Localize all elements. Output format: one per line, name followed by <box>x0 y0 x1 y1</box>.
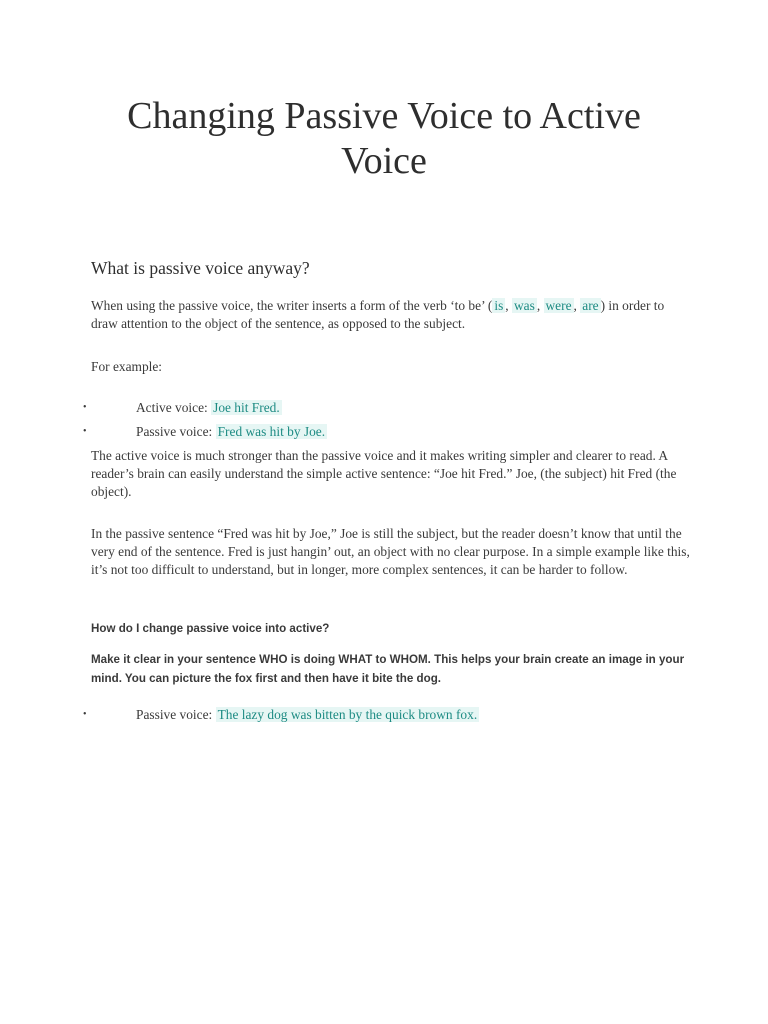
verb-separator: , <box>573 298 581 313</box>
section-heading-change-voice: How do I change passive voice into active? <box>91 622 330 635</box>
section-heading-passive-voice: What is passive voice anyway? <box>91 258 310 278</box>
list-item-text <box>136 705 479 725</box>
example-label: Passive voice: <box>136 424 216 439</box>
bullet-icon: • <box>83 426 87 437</box>
document-title: Changing Passive Voice to Active Voice <box>127 95 641 182</box>
intro-text-before: When using the passive voice, the writer inserts a form of the verb ‘to be’ ( <box>91 298 493 313</box>
list-item-active-voice <box>83 398 703 418</box>
list-item-passive-voice <box>83 422 703 442</box>
list-item-text <box>136 422 327 442</box>
passive-sentence-paragraph: In the passive sentence “Fred was hit by Joe,” Joe is still the subject, but the reader doesn’t know that until the very end of the sentence. Fred is just hangin’ out, an object with no clear purpose. In a simple example like this, it’s not too difficult to understand, but in longer, more complex sentences, it can be harder to follow. <box>91 526 690 577</box>
example-sentence: Joe hit Fred. <box>213 400 280 415</box>
intro-text-after: ) in order to draw attention to the object of the sentence, as opposed to the subject. <box>91 298 665 331</box>
who-what-whom-paragraph: Make it clear in your sentence WHO is doing WHAT to WHOM. This helps your brain create an image in your mind. You can picture the fox first and then have it bite the dog. <box>91 653 685 685</box>
active-voice-paragraph: The active voice is much stronger than the passive voice and it makes writing simpler and clearer to read. A reader’s brain can easily understand the simple active sentence: “Joe hit Fred.” Joe, (the subject) hit Fred (the object). <box>91 448 677 499</box>
example-label: Active voice: <box>136 400 212 415</box>
bullet-icon: • <box>83 709 87 720</box>
verb-is: is <box>494 298 504 313</box>
for-example-label: For example: <box>91 359 163 374</box>
verb-separator: , <box>505 298 512 313</box>
verb-are: are <box>582 298 599 313</box>
list-item-passive-voice-fox <box>83 705 703 725</box>
verb-separator: , <box>536 298 544 313</box>
example-sentence: Fred was hit by Joe. <box>217 424 326 439</box>
example-label: Passive voice: <box>136 707 216 722</box>
bullet-icon: • <box>83 402 87 413</box>
verb-was: was <box>513 298 535 313</box>
verb-were: were <box>545 298 572 313</box>
list-item-text <box>136 398 282 418</box>
example-sentence: The lazy dog was bitten by the quick brown fox. <box>217 707 478 722</box>
intro-paragraph <box>91 297 691 333</box>
